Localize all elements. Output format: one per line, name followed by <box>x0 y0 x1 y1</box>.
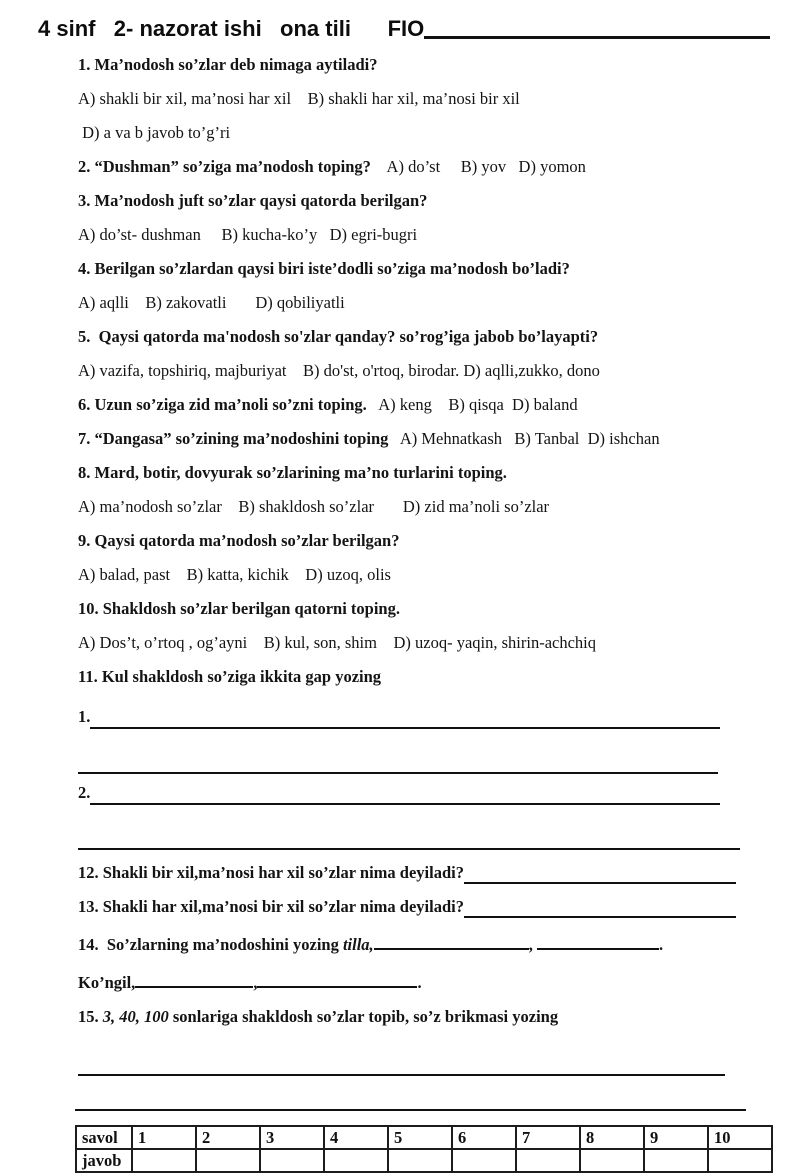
question-4-options: A) aqlli B) zakovatli D) qobiliyatli <box>78 293 345 312</box>
question-1: 1. Ma’nodosh so’zlar deb nimaga aytiladi? <box>78 55 378 74</box>
question-1-options-ab: A) shakli bir xil, ma’nosi har xil B) shakli har xil, ma’nosi bir xil <box>78 89 520 108</box>
question-7 <box>78 422 746 456</box>
answer-table-answer-row <box>76 1149 772 1172</box>
question-14-kongil-line <box>78 962 746 1000</box>
question-15 <box>78 1000 746 1034</box>
answer-cell-1 <box>132 1149 196 1172</box>
answer-line-1-blank <box>90 727 720 729</box>
document-header <box>0 0 800 42</box>
question-13 <box>78 890 746 924</box>
answer-continuation-line-2 <box>78 812 740 850</box>
question-15-numbers-italic: 3, 40, 100 <box>102 1007 169 1026</box>
question-4: 4. Berilgan so’zlardan qaysi biri iste’dodli so’ziga ma’nodosh bo’ladi? <box>78 259 570 278</box>
question-14-comma: , <box>528 935 537 954</box>
question-14-text: 14. So’zlarning ma’nodoshini yozing <box>78 935 343 954</box>
question-6 <box>78 388 746 422</box>
question-number-cell-6: 6 <box>452 1126 516 1149</box>
answer-cell-3 <box>260 1149 324 1172</box>
answer-write-line-1 <box>78 698 746 736</box>
answer-cell-4 <box>324 1149 388 1172</box>
kongil-blank-2 <box>257 962 417 988</box>
answer-cell-7 <box>516 1149 580 1172</box>
kongil-label: Ko’ngil, <box>78 973 136 992</box>
answer-cell-8 <box>580 1149 644 1172</box>
question-15-number: 15. <box>78 1007 103 1026</box>
question-7-text: 7. “Dangasa” so’zining ma’nodoshini toping <box>78 429 389 448</box>
question-5-options: A) vazifa, topshiriq, majburiyat B) do'st, o'rtoq, birodar. D) aqlli,zukko, dono <box>78 361 600 380</box>
question-9: 9. Qaysi qatorda ma’nodosh so’zlar berilgan? <box>78 531 400 550</box>
question-number-cell-3: 3 <box>260 1126 324 1149</box>
question-3: 3. Ma’nodosh juft so’zlar qaysi qatorda berilgan? <box>78 191 428 210</box>
question-8: 8. Mard, botir, dovyurak so’zlarining ma’no turlarini toping. <box>78 463 507 482</box>
question-14-blank-1 <box>374 924 529 950</box>
question-number-cell-5: 5 <box>388 1126 452 1149</box>
question-12 <box>78 856 746 890</box>
answer-cell-9 <box>644 1149 708 1172</box>
question-13-text: 13. Shakli har xil,ma’nosi bir xil so’zlar nima deyiladi? <box>78 897 464 916</box>
answer-cell-6 <box>452 1149 516 1172</box>
answer-line-2-label: 2. <box>78 783 91 802</box>
question-number-cell-1: 1 <box>132 1126 196 1149</box>
answer-cell-10 <box>708 1149 772 1172</box>
answer-table-question-row <box>76 1126 772 1149</box>
question-15-write-line-1 <box>78 1038 725 1076</box>
document-body <box>0 42 800 1111</box>
answer-cell-2 <box>196 1149 260 1172</box>
question-9-options: A) balad, past B) katta, kichik D) uzoq, olis <box>78 565 391 584</box>
fio-blank-line <box>424 36 770 39</box>
javob-label-cell: javob <box>76 1149 132 1172</box>
question-14-word-tilla: tilla, <box>342 935 374 954</box>
question-number-cell-8: 8 <box>580 1126 644 1149</box>
question-3-options: A) do’st- dushman B) kucha-ko’y D) egri-bugri <box>78 225 418 244</box>
question-2-options: A) do’st B) yov D) yomon <box>370 157 586 176</box>
answer-key-table <box>75 1125 773 1173</box>
question-13-blank <box>464 916 736 918</box>
question-8-options: A) ma’nodosh so’zlar B) shakldosh so’zlar D) zid ma’noli so’zlar <box>78 497 550 516</box>
question-number-cell-2: 2 <box>196 1126 260 1149</box>
document-title: 4 sinf 2- nazorat ishi ona tili FIO <box>38 16 425 41</box>
kongil-comma: , <box>253 973 258 992</box>
savol-label-cell: savol <box>76 1126 132 1149</box>
question-number-cell-4: 4 <box>324 1126 388 1149</box>
question-14-period: . <box>658 935 664 954</box>
kongil-blank-1 <box>135 962 253 988</box>
answer-line-1-label: 1. <box>78 707 91 726</box>
question-10: 10. Shakldosh so’zlar berilgan qatorni toping. <box>78 599 400 618</box>
question-6-options: A) keng B) qisqa D) baland <box>366 395 578 414</box>
kongil-period: . <box>417 973 422 992</box>
question-1-option-d: D) a va b javob to’g’ri <box>78 123 231 142</box>
question-14-blank-2 <box>537 924 659 950</box>
question-number-cell-9: 9 <box>644 1126 708 1149</box>
question-15-text: sonlariga shakldosh so’zlar topib, so’z brikmasi yozing <box>168 1007 559 1026</box>
question-14 <box>78 924 746 962</box>
question-2 <box>78 150 746 184</box>
question-10-options: A) Dos’t, o’rtoq , og’ayni B) kul, son, shim D) uzoq- yaqin, shirin-achchiq <box>78 633 596 652</box>
question-12-text: 12. Shakli bir xil,ma’nosi har xil so’zlar nima deyiladi? <box>78 863 464 882</box>
answer-write-line-2 <box>78 774 746 812</box>
answer-continuation-line-1 <box>78 736 718 774</box>
question-15-write-line-2 <box>75 1076 746 1111</box>
answer-line-2-blank <box>90 803 720 805</box>
question-11: 11. Kul shakldosh so’ziga ikkita gap yozing <box>78 667 382 686</box>
question-7-options: A) Mehnatkash B) Tanbal D) ishchan <box>388 429 660 448</box>
question-12-blank <box>464 882 736 884</box>
question-5: 5. Qaysi qatorda ma'nodosh so'zlar qanday? so’rog’iga jabob bo’layapti? <box>78 327 599 346</box>
question-6-text: 6. Uzun so’ziga zid ma’noli so’zni toping. <box>78 395 367 414</box>
question-2-text: 2. “Dushman” so’ziga ma’nodosh toping? <box>78 157 371 176</box>
question-number-cell-7: 7 <box>516 1126 580 1149</box>
question-number-cell-10: 10 <box>708 1126 772 1149</box>
answer-cell-5 <box>388 1149 452 1172</box>
